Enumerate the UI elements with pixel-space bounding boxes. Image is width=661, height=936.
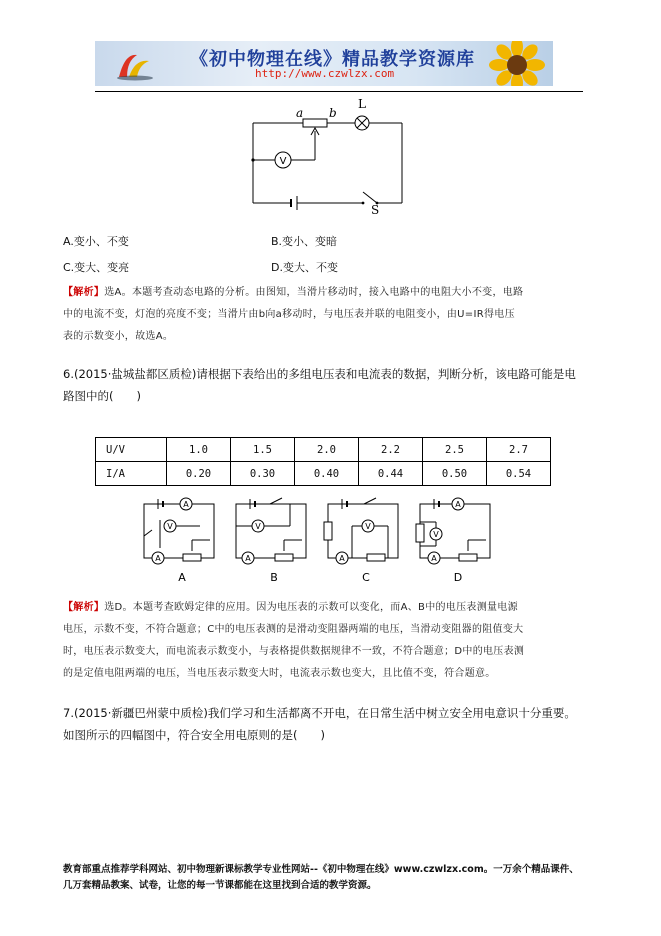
analysis-line: 选A。本题考查动态电路的分析。由图知，当滑片移动时，接入电路中的电阻大小不变，电路 — [104, 287, 524, 298]
analysis-line: 的是定值电阻两端的电压，当电压表示数变大时，电流表示数也变大，且比值不变，符合题意。 — [63, 668, 496, 679]
analysis-tag: 【解析】 — [63, 602, 105, 613]
label-b: b — [329, 106, 337, 120]
meter-label: V — [365, 522, 371, 531]
meter-label: A — [183, 500, 189, 509]
table-header-cell: I/A — [96, 462, 167, 486]
table-cell: 2.0 — [295, 438, 359, 462]
question-line: 6.(2015·盐城盐都区质检)请根据下表给出的多组电压表和电流表的数据，判断分析，该电路可能是电 — [63, 367, 576, 381]
label-lamp: L — [358, 97, 366, 111]
data-table — [95, 437, 551, 486]
option-a: A.变小、不变 — [63, 235, 129, 248]
sunflower-icon — [477, 41, 547, 86]
label-a: a — [296, 106, 304, 120]
circuit-option-label: D — [453, 571, 463, 584]
meter-label: A — [431, 554, 437, 563]
table-header-cell: U/V — [96, 438, 167, 462]
circuit-option-label: A — [178, 571, 186, 584]
meter-label: A — [155, 554, 161, 563]
header-rule — [95, 91, 583, 92]
meter-label: A — [339, 554, 345, 563]
table-cell: 0.50 — [423, 462, 487, 486]
circuit-diagram-q5 — [245, 97, 410, 215]
table-cell: 2.7 — [487, 438, 551, 462]
table-cell: 0.30 — [231, 462, 295, 486]
analysis-tag: 【解析】 — [63, 287, 105, 298]
circuit-options-figure — [138, 496, 498, 588]
header-banner — [95, 41, 553, 86]
analysis-q5 — [63, 282, 593, 348]
option-d: D.变大、不变 — [271, 261, 338, 274]
question-7 — [63, 702, 593, 746]
circuit-c — [324, 498, 398, 564]
table-cell: 2.5 — [423, 438, 487, 462]
analysis-line: 选D。本题考查欧姆定律的应用。因为电压表的示数可以变化，而A、B中的电压表测量电源 — [104, 602, 518, 613]
table-row — [96, 438, 551, 462]
meter-label: A — [455, 500, 461, 509]
table-cell: 1.5 — [231, 438, 295, 462]
footer-line: 几万套精品教案、试卷，让您的每一节课都能在这里找到合适的教学资源。 — [63, 880, 377, 891]
table-cell: 0.44 — [359, 462, 423, 486]
meter-label: V — [167, 522, 173, 531]
voltmeter-label: V — [279, 156, 287, 167]
table-cell: 0.54 — [487, 462, 551, 486]
question-6 — [63, 363, 593, 407]
meter-label: V — [255, 522, 261, 531]
circuit-d — [416, 498, 490, 564]
question-line: 如图所示的四幅图中，符合安全用电原则的是( ) — [63, 728, 325, 742]
meter-label: A — [245, 554, 251, 563]
logo-icon — [115, 49, 155, 81]
analysis-line: 时，电压表示数变大，而电流表示数变小，与表格提供数据规律不一致，不符合题意；D中的电压表测 — [63, 646, 525, 657]
table-cell: 2.2 — [359, 438, 423, 462]
footer — [63, 862, 603, 894]
banner-title: 《初中物理在线》精品教学资源库 — [190, 49, 475, 70]
option-b: B.变小、变暗 — [271, 235, 338, 248]
analysis-line: 电压，示数不变，不符合题意；C中的电压表测的是滑动变阻器两端的电压，当滑动变阻器的阻值变大 — [63, 624, 524, 635]
banner-url[interactable]: http://www.czwlzx.com — [255, 67, 395, 80]
label-switch: S — [371, 203, 380, 215]
analysis-line: 表的示数变小，故选A。 — [63, 331, 174, 342]
table-cell: 0.40 — [295, 462, 359, 486]
analysis-q6 — [63, 597, 593, 685]
option-c: C.变大、变亮 — [63, 261, 130, 274]
meter-label: V — [433, 530, 439, 539]
circuit-option-label: C — [362, 571, 370, 584]
analysis-line: 中的电流不变，灯泡的亮度不变；当滑片由b向a移动时，与电压表并联的电阻变小，由U=IR得电压 — [63, 309, 515, 320]
table-row — [96, 462, 551, 486]
table-cell: 0.20 — [167, 462, 231, 486]
question-line: 路图中的( ) — [63, 389, 141, 403]
circuit-option-label: B — [270, 571, 278, 584]
footer-line: 教育部重点推荐学科网站、初中物理新课标教学专业性网站--《初中物理在线》www.czwlzx.com。一万余个精品课件、 — [63, 864, 579, 875]
question-line: 7.(2015·新疆巴州蒙中质检)我们学习和生活都离不开电，在日常生活中树立安全用电意识十分重要。 — [63, 706, 576, 720]
table-cell: 1.0 — [167, 438, 231, 462]
